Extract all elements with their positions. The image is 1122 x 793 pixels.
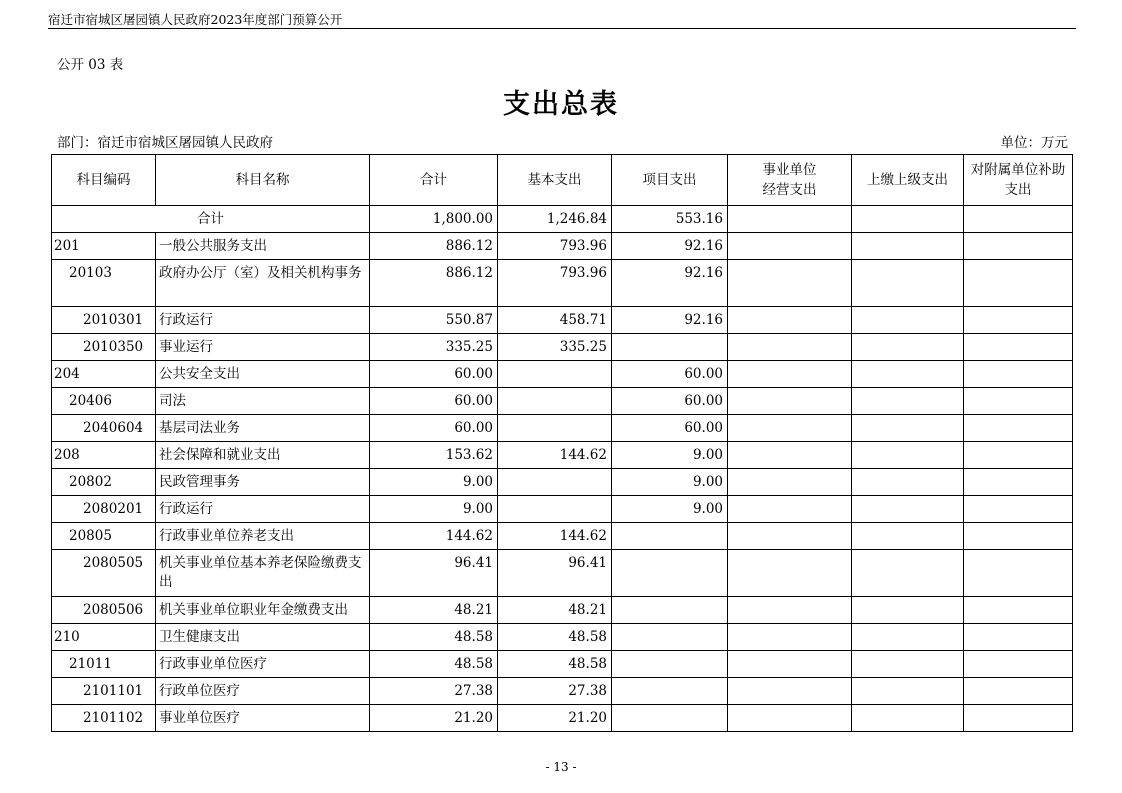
row-basic: 793.96 xyxy=(498,260,612,307)
row-name: 政府办公厅（室）及相关机构事务 xyxy=(156,260,370,307)
row-project: 60.00 xyxy=(612,415,728,442)
total-business xyxy=(728,206,852,233)
table-header-row xyxy=(52,155,1073,206)
row-project xyxy=(612,705,728,732)
row-business xyxy=(728,233,852,260)
row-upper xyxy=(852,550,964,597)
row-basic: 48.58 xyxy=(498,624,612,651)
total-row xyxy=(52,206,1073,233)
row-subsidy xyxy=(964,550,1073,597)
col-header-upper: 上缴上级支出 xyxy=(852,155,964,206)
row-upper xyxy=(852,651,964,678)
row-subsidy xyxy=(964,415,1073,442)
row-upper xyxy=(852,523,964,550)
row-project: 92.16 xyxy=(612,307,728,334)
table-row xyxy=(52,442,1073,469)
row-total: 886.12 xyxy=(370,233,498,260)
row-name: 行政事业单位养老支出 xyxy=(156,523,370,550)
table-row xyxy=(52,334,1073,361)
row-subsidy xyxy=(964,705,1073,732)
row-subsidy xyxy=(964,496,1073,523)
row-subsidy xyxy=(964,307,1073,334)
row-code: 2080201 xyxy=(52,496,156,523)
row-code: 2040604 xyxy=(52,415,156,442)
row-business xyxy=(728,597,852,624)
row-basic: 144.62 xyxy=(498,442,612,469)
row-total: 48.58 xyxy=(370,651,498,678)
row-total: 21.20 xyxy=(370,705,498,732)
table-row xyxy=(52,651,1073,678)
row-business xyxy=(728,469,852,496)
col-header-name: 科目名称 xyxy=(156,155,370,206)
row-subsidy xyxy=(964,597,1073,624)
row-project xyxy=(612,550,728,597)
total-basic: 1,246.84 xyxy=(498,206,612,233)
row-upper xyxy=(852,334,964,361)
row-project xyxy=(612,334,728,361)
row-upper xyxy=(852,469,964,496)
row-name: 事业运行 xyxy=(156,334,370,361)
row-name: 行政运行 xyxy=(156,307,370,334)
row-upper xyxy=(852,361,964,388)
col-header-basic: 基本支出 xyxy=(498,155,612,206)
table-row xyxy=(52,705,1073,732)
row-total: 9.00 xyxy=(370,496,498,523)
row-subsidy xyxy=(964,388,1073,415)
table-row xyxy=(52,307,1073,334)
col-header-business: 事业单位 经营支出 xyxy=(728,155,852,206)
row-business xyxy=(728,651,852,678)
row-code: 208 xyxy=(52,442,156,469)
row-project: 92.16 xyxy=(612,233,728,260)
row-business xyxy=(728,361,852,388)
row-code: 2010301 xyxy=(52,307,156,334)
row-business xyxy=(728,260,852,307)
row-upper xyxy=(852,624,964,651)
row-code: 2080506 xyxy=(52,597,156,624)
col-header-total: 合计 xyxy=(370,155,498,206)
total-project: 553.16 xyxy=(612,206,728,233)
row-name: 卫生健康支出 xyxy=(156,624,370,651)
row-name: 一般公共服务支出 xyxy=(156,233,370,260)
row-business xyxy=(728,388,852,415)
total-total: 1,800.00 xyxy=(370,206,498,233)
row-business xyxy=(728,496,852,523)
header-rule xyxy=(48,28,1076,29)
row-subsidy xyxy=(964,334,1073,361)
row-basic xyxy=(498,361,612,388)
row-code: 201 xyxy=(52,233,156,260)
row-project: 9.00 xyxy=(612,469,728,496)
table-row xyxy=(52,361,1073,388)
col-header-project: 项目支出 xyxy=(612,155,728,206)
row-name: 司法 xyxy=(156,388,370,415)
table-row xyxy=(52,469,1073,496)
page-title: 支出总表 xyxy=(503,89,619,120)
table-row xyxy=(52,260,1073,307)
row-business xyxy=(728,705,852,732)
row-name: 行政事业单位医疗 xyxy=(156,651,370,678)
row-basic: 21.20 xyxy=(498,705,612,732)
row-project: 60.00 xyxy=(612,361,728,388)
table-number: 公开 03 表 xyxy=(57,57,124,73)
row-basic: 48.58 xyxy=(498,651,612,678)
row-total: 60.00 xyxy=(370,415,498,442)
row-upper xyxy=(852,442,964,469)
table-row xyxy=(52,550,1073,597)
row-business xyxy=(728,678,852,705)
row-business xyxy=(728,550,852,597)
table-row xyxy=(52,233,1073,260)
row-name: 机关事业单位基本养老保险缴费支出 xyxy=(156,550,370,597)
row-subsidy xyxy=(964,260,1073,307)
row-total: 48.58 xyxy=(370,624,498,651)
row-total: 335.25 xyxy=(370,334,498,361)
row-name: 事业单位医疗 xyxy=(156,705,370,732)
table-row xyxy=(52,388,1073,415)
row-name: 社会保障和就业支出 xyxy=(156,442,370,469)
row-code: 21011 xyxy=(52,651,156,678)
row-name: 行政运行 xyxy=(156,496,370,523)
row-name: 机关事业单位职业年金缴费支出 xyxy=(156,597,370,624)
col-header-subsidy: 对附属单位补助支出 xyxy=(964,155,1073,206)
table-row xyxy=(52,415,1073,442)
page-number: - 13 - xyxy=(545,760,577,774)
row-code: 210 xyxy=(52,624,156,651)
row-project xyxy=(612,523,728,550)
row-basic: 96.41 xyxy=(498,550,612,597)
row-upper xyxy=(852,496,964,523)
row-total: 550.87 xyxy=(370,307,498,334)
row-business xyxy=(728,624,852,651)
row-subsidy xyxy=(964,442,1073,469)
row-basic xyxy=(498,469,612,496)
row-code: 20406 xyxy=(52,388,156,415)
row-upper xyxy=(852,388,964,415)
row-upper xyxy=(852,233,964,260)
table-row xyxy=(52,597,1073,624)
row-subsidy xyxy=(964,678,1073,705)
row-code: 2101102 xyxy=(52,705,156,732)
row-code: 20805 xyxy=(52,523,156,550)
table-row xyxy=(52,496,1073,523)
row-total: 144.62 xyxy=(370,523,498,550)
unit-label: 单位：万元 xyxy=(1000,135,1068,151)
row-subsidy xyxy=(964,361,1073,388)
table-row xyxy=(52,624,1073,651)
table-row xyxy=(52,678,1073,705)
row-total: 60.00 xyxy=(370,388,498,415)
row-basic: 458.71 xyxy=(498,307,612,334)
row-upper xyxy=(852,678,964,705)
table-row xyxy=(52,523,1073,550)
row-upper xyxy=(852,597,964,624)
row-total: 886.12 xyxy=(370,260,498,307)
row-code: 2101101 xyxy=(52,678,156,705)
row-project xyxy=(612,597,728,624)
row-subsidy xyxy=(964,523,1073,550)
row-name: 行政单位医疗 xyxy=(156,678,370,705)
row-basic: 27.38 xyxy=(498,678,612,705)
row-subsidy xyxy=(964,624,1073,651)
row-code: 204 xyxy=(52,361,156,388)
row-basic: 335.25 xyxy=(498,334,612,361)
row-total: 48.21 xyxy=(370,597,498,624)
row-name: 民政管理事务 xyxy=(156,469,370,496)
row-total: 60.00 xyxy=(370,361,498,388)
row-basic: 793.96 xyxy=(498,233,612,260)
row-basic: 48.21 xyxy=(498,597,612,624)
row-total: 96.41 xyxy=(370,550,498,597)
row-code: 20802 xyxy=(52,469,156,496)
row-upper xyxy=(852,705,964,732)
row-code: 2010350 xyxy=(52,334,156,361)
row-total: 153.62 xyxy=(370,442,498,469)
col-header-code: 科目编码 xyxy=(52,155,156,206)
row-subsidy xyxy=(964,233,1073,260)
row-subsidy xyxy=(964,651,1073,678)
row-basic xyxy=(498,415,612,442)
row-business xyxy=(728,442,852,469)
row-project xyxy=(612,678,728,705)
row-project: 9.00 xyxy=(612,496,728,523)
row-project xyxy=(612,624,728,651)
row-business xyxy=(728,334,852,361)
row-upper xyxy=(852,260,964,307)
row-project: 60.00 xyxy=(612,388,728,415)
running-header: 宿迁市宿城区屠园镇人民政府2023年度部门预算公开 xyxy=(48,12,343,27)
row-business xyxy=(728,307,852,334)
row-name: 基层司法业务 xyxy=(156,415,370,442)
row-basic xyxy=(498,496,612,523)
row-total: 9.00 xyxy=(370,469,498,496)
row-name: 公共安全支出 xyxy=(156,361,370,388)
expenditure-table xyxy=(51,154,1073,732)
row-total: 27.38 xyxy=(370,678,498,705)
row-upper xyxy=(852,307,964,334)
row-business xyxy=(728,415,852,442)
total-upper xyxy=(852,206,964,233)
row-subsidy xyxy=(964,469,1073,496)
row-project: 9.00 xyxy=(612,442,728,469)
row-basic: 144.62 xyxy=(498,523,612,550)
row-code: 20103 xyxy=(52,260,156,307)
row-business xyxy=(728,523,852,550)
total-subsidy xyxy=(964,206,1073,233)
total-label: 合计 xyxy=(52,206,370,233)
row-project xyxy=(612,651,728,678)
department-label: 部门：宿迁市宿城区屠园镇人民政府 xyxy=(57,135,273,151)
row-code: 2080505 xyxy=(52,550,156,597)
row-basic xyxy=(498,388,612,415)
row-project: 92.16 xyxy=(612,260,728,307)
row-upper xyxy=(852,415,964,442)
